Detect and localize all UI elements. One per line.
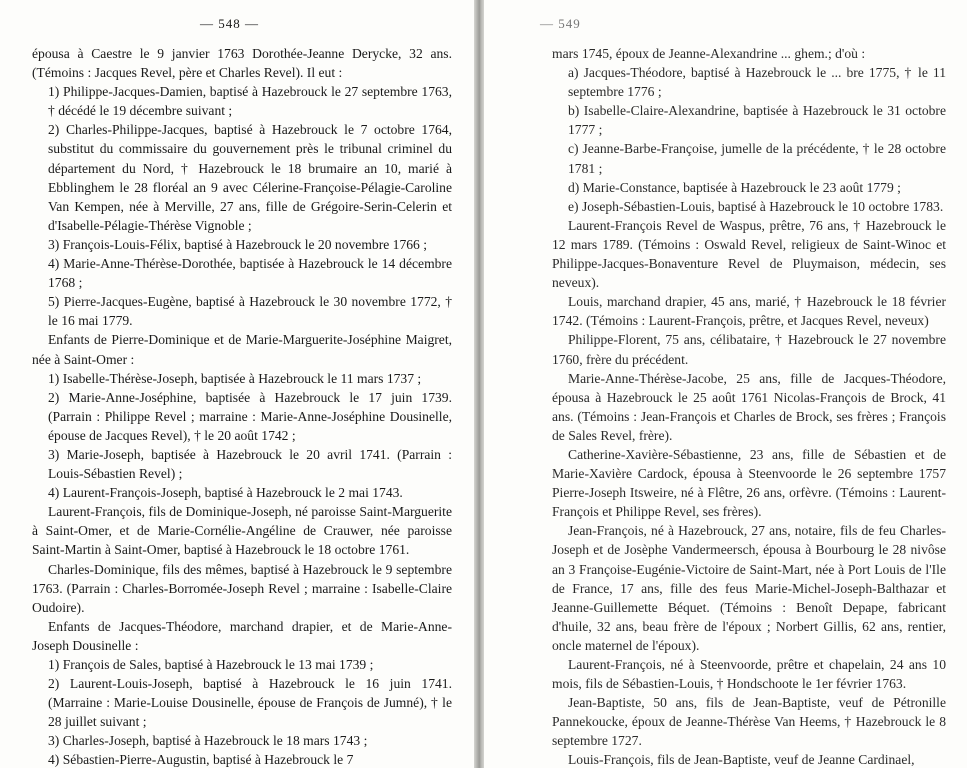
paragraph: Jean-François, né à Hazebrouck, 27 ans, notaire, fils de feu Charles-Joseph et de Josèphe Vandermeersch, épousa à Bourbourg le 28 nivôse an 3 Françoise-Eugénie-Victoire de Saint-Mart, née à Port Louis de l'Ile de France, 17 ans, fille des feus Marie-Michel-Joseph-Balthazar et Jeanne-Guillemette Béquet. (Témoins : Benoît Depape, fabricant d'huile, 32 ans, beau frère de l'époux ; Norbert Gillis, 62 ans, rentier, oncle maternel de l'époux). [552, 523, 946, 653]
list-item: 5) Pierre-Jacques-Eugène, baptisé à Hazebrouck le 30 novembre 1772, † le 16 mai 1779. [48, 294, 452, 329]
list-item: c) Jeanne-Barbe-Françoise, jumelle de la précédente, † le 28 octobre 1781 ; [568, 141, 946, 176]
paragraph: Laurent-François, né à Steenvoorde, prêtre et chapelain, 24 ans 10 mois, fils de Sébastien-Louis, † Hondschoote le 1er février 1763. [552, 657, 946, 692]
list-item: 3) François-Louis-Félix, baptisé à Hazebrouck le 20 novembre 1766 ; [48, 236, 428, 252]
paragraph: Charles-Dominique, fils des mêmes, baptisé à Hazebrouck le 9 septembre 1763. (Parrain : Charles-Borromée-Joseph Revel ; marraine : Isabelle-Claire Oudoire). [32, 561, 452, 615]
list-item: 4) Marie-Anne-Thérèse-Dorothée, baptisée à Hazebrouck le 14 décembre 1768 ; [48, 256, 452, 291]
paragraph: épousa à Caestre le 9 janvier 1763 Dorothée-Jeanne Derycke, 32 ans. (Témoins : Jacques Revel, père et Charles Revel). Il eut : [32, 46, 452, 81]
paragraph: Enfants de Jacques-Théodore, marchand drapier, et de Marie-Anne-Joseph Dousinelle : [32, 618, 452, 653]
list-item: 1) Isabelle-Thérèse-Joseph, baptisée à Hazebrouck le 11 mars 1737 ; [48, 370, 422, 386]
paragraph: Jean-Baptiste, 50 ans, fils de Jean-Baptiste, veuf de Pétronille Pannekoucke, époux de Jeanne-Thérèse Van Heems, † Hazebrouck le 8 septembre 1727. [552, 695, 946, 749]
list-item: 3) Charles-Joseph, baptisé à Hazebrouck le 18 mars 1743 ; [48, 733, 368, 749]
page-number: — 549 [540, 16, 581, 31]
list-item: d) Marie-Constance, baptisée à Hazebrouck le 23 août 1779 ; [568, 179, 901, 195]
paragraph: Philippe-Florent, 75 ans, célibataire, † Hazebrouck le 27 novembre 1760, frère du précédent. [552, 332, 946, 367]
paragraph: Louis-François, fils de Jean-Baptiste, veuf de Jeanne Cardinael, [568, 752, 915, 768]
paragraph: mars 1745, époux de Jeanne-Alexandrine ... ghem.; d'où : [552, 46, 866, 61]
paragraph: Catherine-Xavière-Sébastienne, 23 ans, fille de Sébastien et de Marie-Xavière Cardock, épousa à Steenvoorde le 26 septembre 1757 Pierre-Joseph Itsweire, né à Flêtre, 26 ans, orfèvre. (Témoins : Laurent-François et Philippe Revel, ses frères). [552, 446, 946, 520]
paragraph: Laurent-François, fils de Dominique-Joseph, né paroisse Saint-Marguerite à Saint-Omer, et de Marie-Cornélie-Angéline de Crauwer, née paroisse Saint-Martin à Saint-Omer, baptisé à Hazebrouck le 18 octobre 1761. [32, 504, 452, 558]
left-page [0, 0, 476, 768]
list-item: 1) François de Sales, baptisé à Hazebrouck le 13 mai 1739 ; [48, 657, 374, 672]
list-item: 4) Laurent-François-Joseph, baptisé à Hazebrouck le 2 mai 1743. [48, 485, 403, 501]
list-item: b) Isabelle-Claire-Alexandrine, baptisée à Hazebrouck le 31 octobre 1777 ; [568, 103, 946, 138]
list-item: 2) Laurent-Louis-Joseph, baptisé à Hazebrouck le 16 juin 1741. (Marraine : Marie-Louise Dousinelle, épouse de François de Jumné), † le 28 juillet suivant ; [48, 676, 452, 730]
paragraph: Louis, marchand drapier, 45 ans, marié, † Hazebrouck le 18 février 1742. (Témoins : Laurent-François, prêtre, et Jacques Revel, neveux) [552, 294, 946, 329]
list-item: 2) Marie-Anne-Joséphine, baptisée à Hazebrouck le 17 juin 1739. (Parrain : Philippe Revel ; marraine : Marie-Anne-Joséphine Dousinelle, épouse de Jacques Revel), † le 20 août 1742 ; [48, 389, 452, 443]
page-text [32, 44, 452, 768]
list-item: e) Joseph-Sébastien-Louis, baptisé à Hazebrouck le 10 octobre 1783. [568, 198, 944, 214]
list-item: 2) Charles-Philippe-Jacques, baptisé à Hazebrouck le 7 octobre 1764, substitut du commissaire du gouvernement près le tribunal criminel du département du Nord, † Hazebrouck le 18 brumaire an 10, marié à Ebblinghem le 28 floréal an 9 avec Célerine-Françoise-Pélagie-Caroline Van Kempen, née à Merville, 27 ans, fille de Grégoire-Serin-Celerin et d'Isabelle-Pélagie-Thérèse Vignoble ; [48, 122, 452, 233]
page-text [552, 44, 946, 768]
page-number: — 548 — [200, 16, 259, 31]
right-page [484, 0, 967, 768]
paragraph: Laurent-François Revel de Waspus, prêtre, 76 ans, † Hazebrouck le 12 mars 1789. (Témoins : Oswald Revel, religieux de Saint-Winoc et Philippe-Jacques-Bonaventure Revel de Pluymaison, médecin, ses neveux). [552, 217, 946, 291]
paragraph: Marie-Anne-Thérèse-Jacobe, 25 ans, fille de Jacques-Théodore, épousa à Hazebrouck le 25 août 1761 Nicolas-François de Brock, 41 ans. (Témoins : Jean-François et Charles de Brock, ses frères ; François de Sales Revel, frère). [552, 370, 946, 443]
list-item: 3) Marie-Joseph, baptisée à Hazebrouck le 20 avril 1741. (Parrain : Louis-Sébastien Revel) ; [48, 446, 452, 482]
list-item: a) Jacques-Théodore, baptisé à Hazebrouck le ... bre 1775, † le 11 septembre 1776 ; [568, 65, 946, 100]
list-item: 4) Sébastien-Pierre-Augustin, baptisé à Hazebrouck le 7 [48, 752, 354, 768]
paragraph: Enfants de Pierre-Dominique et de Marie-Marguerite-Joséphine Maigret, née à Saint-Omer : [32, 332, 452, 367]
list-item: 1) Philippe-Jacques-Damien, baptisé à Hazebrouck le 27 septembre 1763, † décédé le 19 décembre suivant ; [48, 84, 452, 119]
